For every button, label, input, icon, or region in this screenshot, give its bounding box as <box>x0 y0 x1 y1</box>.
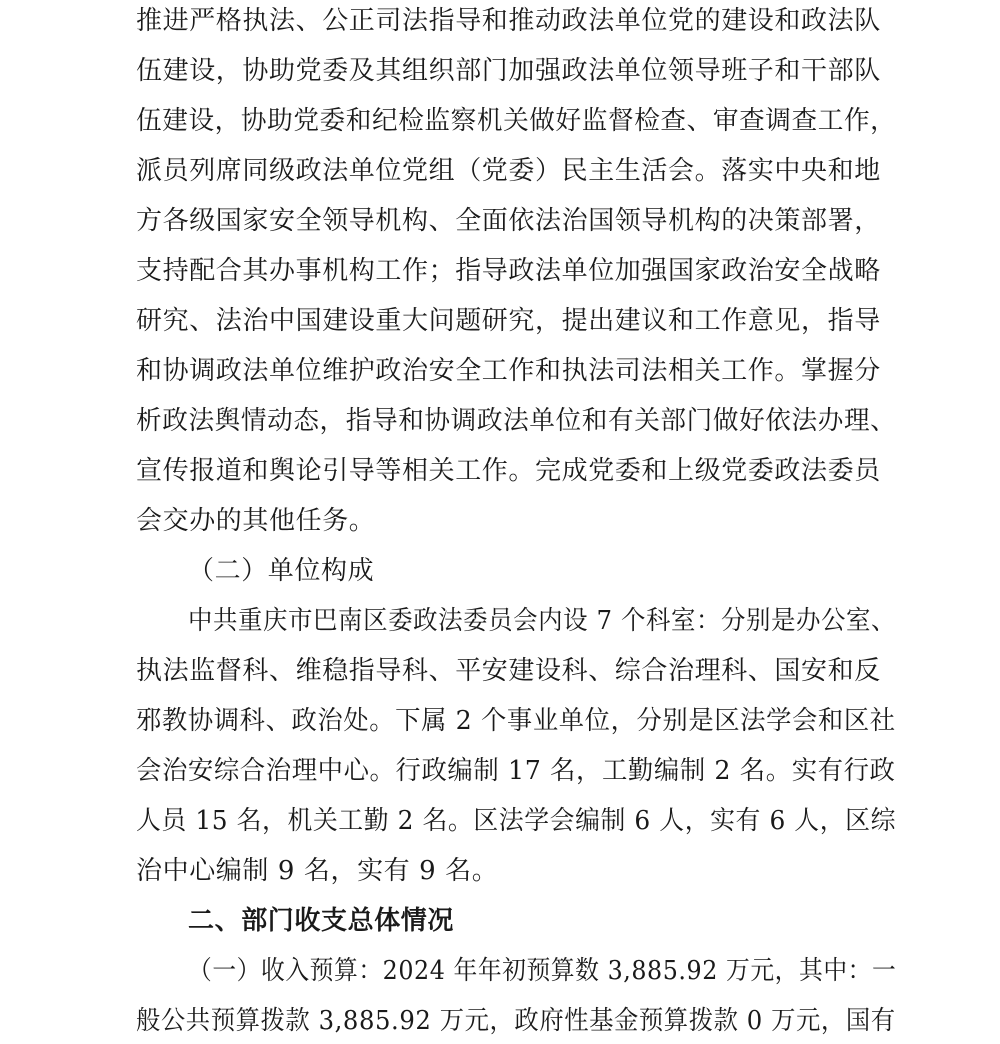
section-subheading: （二）单位构成 <box>188 556 375 586</box>
body-line-1: 推进严格执法、公正司法指导和推动政法单位党的建设和政法队 <box>136 6 881 36</box>
body-line-3: 伍建设，协助党委和纪检监察机关做好监督检查、审查调查工作， <box>136 106 897 136</box>
body-line-6: 支持配合其办事机构工作；指导政法单位加强国家政治安全战略 <box>136 256 881 286</box>
body-line-14: 邪教协调科、政治处。下属 2 个事业单位，分别是区法学会和区社 <box>136 706 896 736</box>
body-line-4: 派员列席同级政法单位党组（党委）民主生活会。落实中央和地 <box>136 156 881 186</box>
body-line-7: 研究、法治中国建设重大问题研究，提出建议和工作意见，指导 <box>136 306 881 336</box>
body-line-10: 宣传报道和舆论引导等相关工作。完成党委和上级党委政法委员 <box>136 456 881 486</box>
body-line-17: 治中心编制 9 名，实有 9 名。 <box>136 856 499 886</box>
body-line-5: 方各级国家安全领导机构、全面依法治国领导机构的决策部署， <box>136 206 881 236</box>
body-line-19: 般公共预算拨款 3,885.92 万元，政府性基金预算拨款 0 万元，国有 <box>136 1006 896 1036</box>
body-line-15: 会治安综合治理中心。行政编制 17 名，工勤编制 2 名。实有行政 <box>136 756 896 786</box>
body-line-16: 人员 15 名，机关工勤 2 名。区法学会编制 6 人，实有 6 人，区综 <box>136 806 897 836</box>
body-line-13: 执法监督科、维稳指导科、平安建设科、综合治理科、国安和反 <box>136 656 881 686</box>
body-line-8: 和协调政法单位维护政治安全工作和执法司法相关工作。掌握分 <box>136 356 881 386</box>
body-line-11: 会交办的其他任务。 <box>136 506 376 536</box>
body-line-2: 伍建设，协助党委及其组织部门加强政法单位领导班子和干部队 <box>136 56 881 86</box>
body-line-18: （一）收入预算：2024 年年初预算数 3,885.92 万元，其中：一 <box>188 956 897 986</box>
body-line-12: 中共重庆市巴南区委政法委员会内设 7 个科室：分别是办公室、 <box>188 606 897 636</box>
section-heading: 二、部门收支总体情况 <box>188 906 455 936</box>
body-line-9: 析政法舆情动态，指导和协调政法单位和有关部门做好依法办理、 <box>136 406 897 436</box>
